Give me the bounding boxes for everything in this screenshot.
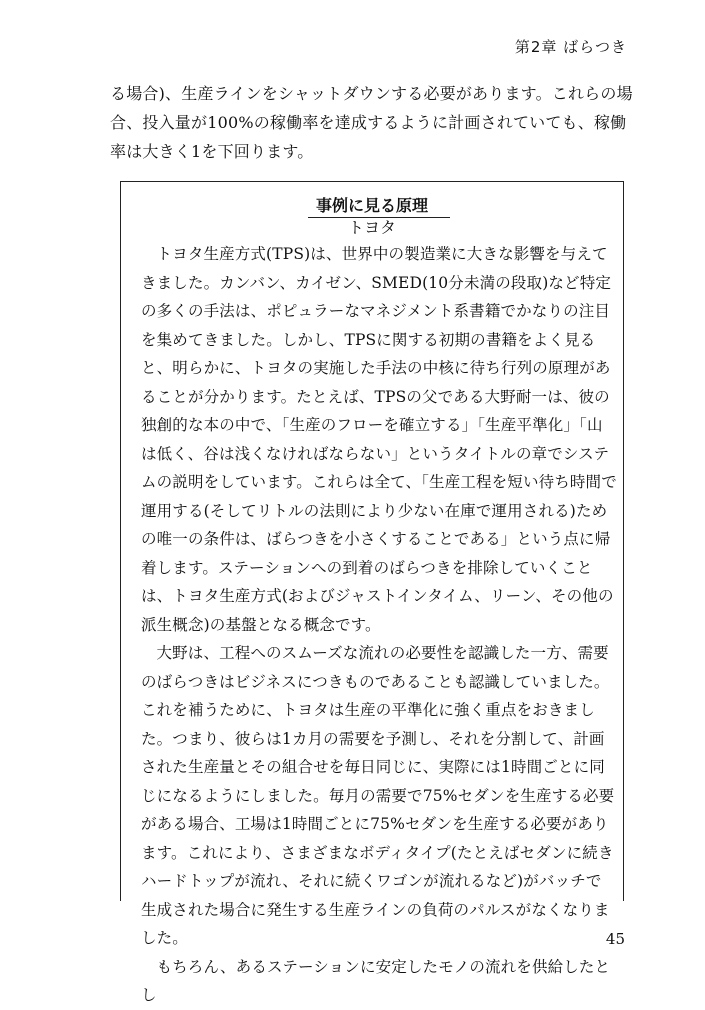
case-study-title: 事例に見る原理: [315, 196, 428, 215]
running-header: 第2章 ばらつき: [514, 38, 627, 56]
case-paragraph-2: 大野は、工程へのスムーズな流れの必要性を認識した一方、需要のばらつきはビジネスにつきものであることも認識していました。これを補うために、トヨタは生産の平準化に強く重点をおきました。つまり、彼らは1カ月の需要を予測し、それを分割して、計画された生産量とその組合せを毎日同じに、実際には1時間ごとに同じになるようにしました。毎月の需要で75%セダンを生産する必要がある場合、工場は1時間ごとに75%セダンを生産する必要があります。これにより、さまざまなボディタイプ(たとえばセダンに続きハードトップが流れ、それに続くワゴンが流れるなど)がバッチで生成された場合に発生する生産ラインの負荷のパルスがなくなりました。: [141, 644, 615, 947]
case-study-body: [141, 240, 617, 1010]
intro-paragraph: る場合)、生産ラインをシャットダウンする必要があります。これらの場合、投入量が100%の稼働率を達成するように計画されていても、稼働率は大きく1を下回ります。: [110, 84, 633, 161]
case-study-subtitle: トヨタ: [347, 218, 396, 237]
intro-text: [110, 79, 636, 166]
case-paragraph-3: もちろん、あるステーションに安定したモノの流れを供給したとし: [141, 957, 611, 1004]
page-number: 45: [605, 930, 625, 948]
case-paragraph-1: トヨタ生産方式(TPS)は、世界中の製造業に大きな影響を与えてきました。カンバン、カイゼン、SMED(10分未満の段取)など特定の多くの手法は、ポピュラーなマネジメント系書籍でかなりの注目を集めてきました。しかし、TPSに関する初期の書籍をよく見ると、明らかに、トヨタの実施した手法の中核に待ち行列の原理があることが分かります。たとえば、TPSの父である大野耐一は、彼の独創的な本の中で、「生産のフローを確立する」「生産平準化」「山は低く、谷は浅くなければならない」というタイトルの章でシステムの説明をしています。これらは全て、「生産工程を短い待ち時間で運用する(そしてリトルの法則により少ない在庫で運用される)ための唯一の条件は、ばらつきを小さくすることである」という点に帰着します。ステーションへの到着のばらつきを排除していくことは、トヨタ生産方式(およびジャストインタイム、リーン、その他の派生概念)の基盤となる概念です。: [141, 245, 617, 634]
